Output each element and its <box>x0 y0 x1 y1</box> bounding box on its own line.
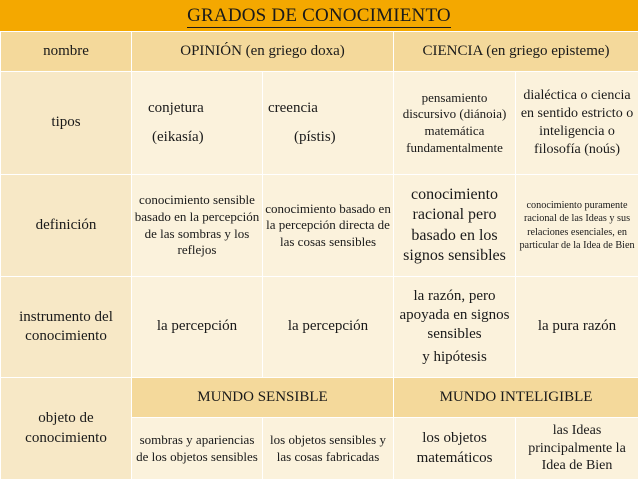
table-row <box>1 72 638 175</box>
inst-pensamiento-main: la razón, pero apoyada en signos sensibles <box>396 287 513 345</box>
table-row <box>1 175 638 277</box>
obj-conjetura: sombras y apariencias de los objetos sensibles <box>132 418 263 480</box>
inst-dialectica: la pura razón <box>516 277 638 378</box>
obj-pensamiento: los objetos matemáticos <box>394 418 516 480</box>
table-row <box>1 32 638 72</box>
def-conjetura: conocimiento sensible basado en la percepción de las sombras y los reflejos <box>132 175 263 277</box>
header-nombre: nombre <box>1 32 132 72</box>
knowledge-grades-table <box>0 31 638 480</box>
eikasia-term: (eikasía) <box>148 128 260 147</box>
table-row <box>1 378 638 418</box>
header-opinion: OPINIÓN (en griego doxa) <box>132 32 394 72</box>
table-row <box>1 277 638 378</box>
def-creencia: conocimiento basado en la percepción directa de las cosas sensibles <box>263 175 394 277</box>
tipo-creencia <box>263 72 394 175</box>
pistis-term: (pístis) <box>268 128 391 147</box>
def-dialectica: conocimiento puramente racional de las Ideas y sus relaciones esenciales, en particular de la Idea de Bien <box>516 175 638 277</box>
header-ciencia: CIENCIA (en griego episteme) <box>394 32 638 72</box>
tipo-pensamiento: pensamiento discursivo (diánoia) matemática fundamentalmente <box>394 72 516 175</box>
mundo-sensible-header: MUNDO SENSIBLE <box>132 378 394 418</box>
inst-conjetura: la percepción <box>132 277 263 378</box>
row-label-instrumento: instrumento del conocimiento <box>1 277 132 378</box>
mundo-inteligible-header: MUNDO INTELIGIBLE <box>394 378 638 418</box>
row-label-definicion: definición <box>1 175 132 277</box>
inst-pensamiento <box>394 277 516 378</box>
obj-creencia: los objetos sensibles y las cosas fabricadas <box>263 418 394 480</box>
conjetura-term: conjetura <box>148 99 260 118</box>
inst-creencia: la percepción <box>263 277 394 378</box>
page-title: GRADOS DE CONOCIMIENTO <box>0 0 638 31</box>
tipo-dialectica: dialéctica o ciencia en sentido estricto o inteligencia o filosofía (noús) <box>516 72 638 175</box>
row-label-tipos: tipos <box>1 72 132 175</box>
inst-pensamiento-extra: y hipótesis <box>396 348 513 367</box>
creencia-term: creencia <box>268 99 391 118</box>
def-pensamiento: conocimiento racional pero basado en los signos sensibles <box>394 175 516 277</box>
row-label-objeto: objeto de conocimiento <box>1 378 132 480</box>
obj-dialectica: las Ideas principalmente la Idea de Bien <box>516 418 638 480</box>
tipo-conjetura <box>132 72 263 175</box>
